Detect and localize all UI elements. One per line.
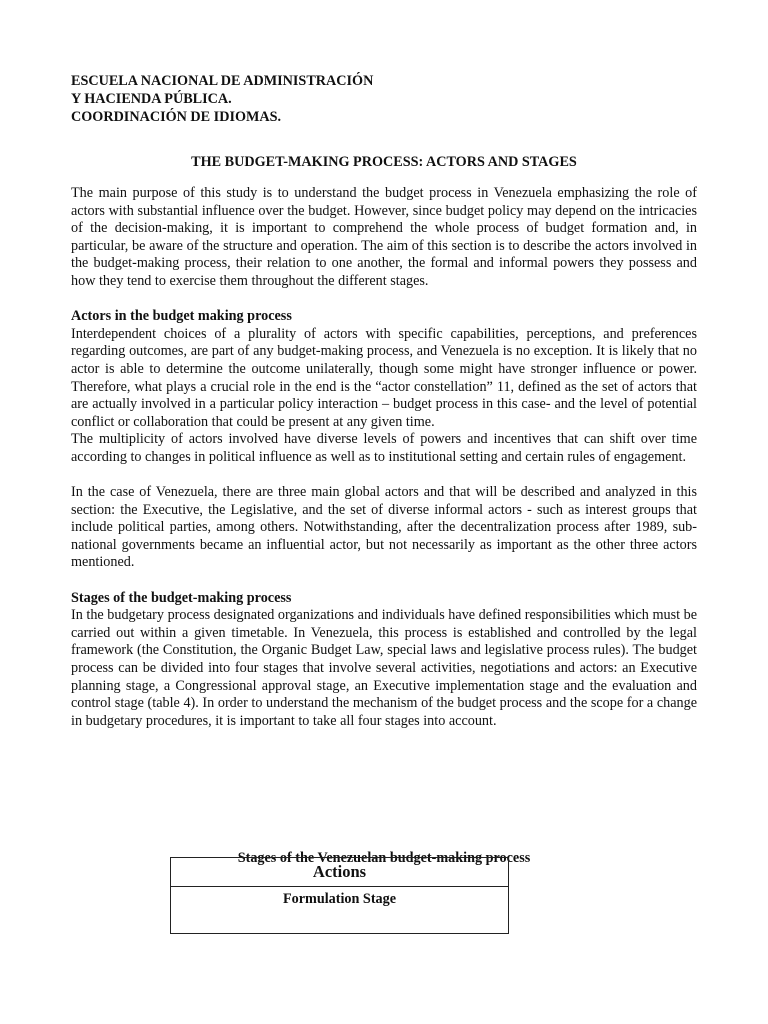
table-caption: Stages of the Venezuelan budget-making process bbox=[237, 850, 531, 866]
institution-name-line1: ESCUELA NACIONAL DE ADMINISTRACIÓN bbox=[71, 73, 374, 89]
table-cell-formulation-stage: Formulation Stage bbox=[171, 887, 509, 934]
stages-paragraph-1: In the budgetary process designated organizations and individuals have defined responsibilities which must be carried out within a given timetable. In Venezuela, this process is established and controlled by the legal framework (the Constitution, the Organic Budget Law, special laws and legislative process rules). The budget process can be divided into four stages that involve several activities, negotiations and actors: an Executive planning stage, a Congressional approval stage, an Executive implementation stage and the evaluation and control stage (table 4). In order to understand the mechanism of the budget process and the scope for a change in budgetary procedures, it is important to take all four stages into account. bbox=[71, 607, 697, 729]
actors-paragraph-2: The multiplicity of actors involved have diverse levels of powers and incentives that can shift over time according to changes in political influence as well as to institutional setting and certain rules of engagement. bbox=[71, 431, 697, 465]
table-row bbox=[171, 887, 509, 934]
institution-department: COORDINACIÓN DE IDIOMAS. bbox=[71, 109, 282, 125]
actors-section-heading: Actors in the budget making process bbox=[71, 308, 292, 325]
stages-section-heading: Stages of the budget-making process bbox=[71, 589, 292, 606]
actors-paragraph-3: In the case of Venezuela, there are three main global actors and that will be described and analyzed in this section: the Executive, the Legislative, and the set of diverse informal actors - such as interest groups that include political parties, among others. Notwithstanding, after the decentralization process after 1989, sub-national governments became an influential actor, but not necessarily as important as the other three actors mentioned. bbox=[71, 484, 697, 571]
document-page bbox=[71, 72, 697, 730]
spacer bbox=[71, 467, 697, 485]
table-header-actions: Actions bbox=[171, 858, 509, 887]
actors-paragraph-1: Interdependent choices of a plurality of actors with specific capabilities, perceptions, and preferences regarding outcomes, are part of any budget-making process, and Venezuela is no exception. It is likely that no actor is able to determine the outcome unilaterally, though some might have stronger influence or power. Therefore, what plays a crucial role in the end is the “actor constellation” 11, defined as the set of actors that are actually involved in a particular policy interaction – budget process in this case- and the level of potential conflict or collaboration that could be present at any given time. bbox=[71, 325, 697, 430]
intro-paragraph: The main purpose of this study is to understand the budget process in Venezuela emphasizing the role of actors with substantial influence over the budget. However, since budget policy may depend on the intricacies of the decision-making, it is important to comprehend the whole process of budget formation and, in particular, be aware of the structure and operation. The aim of this section is to describe the actors involved in the budget-making process, their relation to one another, the formal and informal powers they possess and how they tend to exercise them throughout the different stages. bbox=[71, 185, 697, 289]
spacer bbox=[71, 291, 697, 309]
table-header-row bbox=[171, 858, 509, 887]
stages-table bbox=[170, 857, 509, 934]
spacer bbox=[71, 572, 697, 590]
document-title: THE BUDGET-MAKING PROCESS: ACTORS AND STAGES bbox=[191, 154, 577, 170]
institution-name-line2: Y HACIENDA PÚBLICA. bbox=[71, 91, 232, 107]
